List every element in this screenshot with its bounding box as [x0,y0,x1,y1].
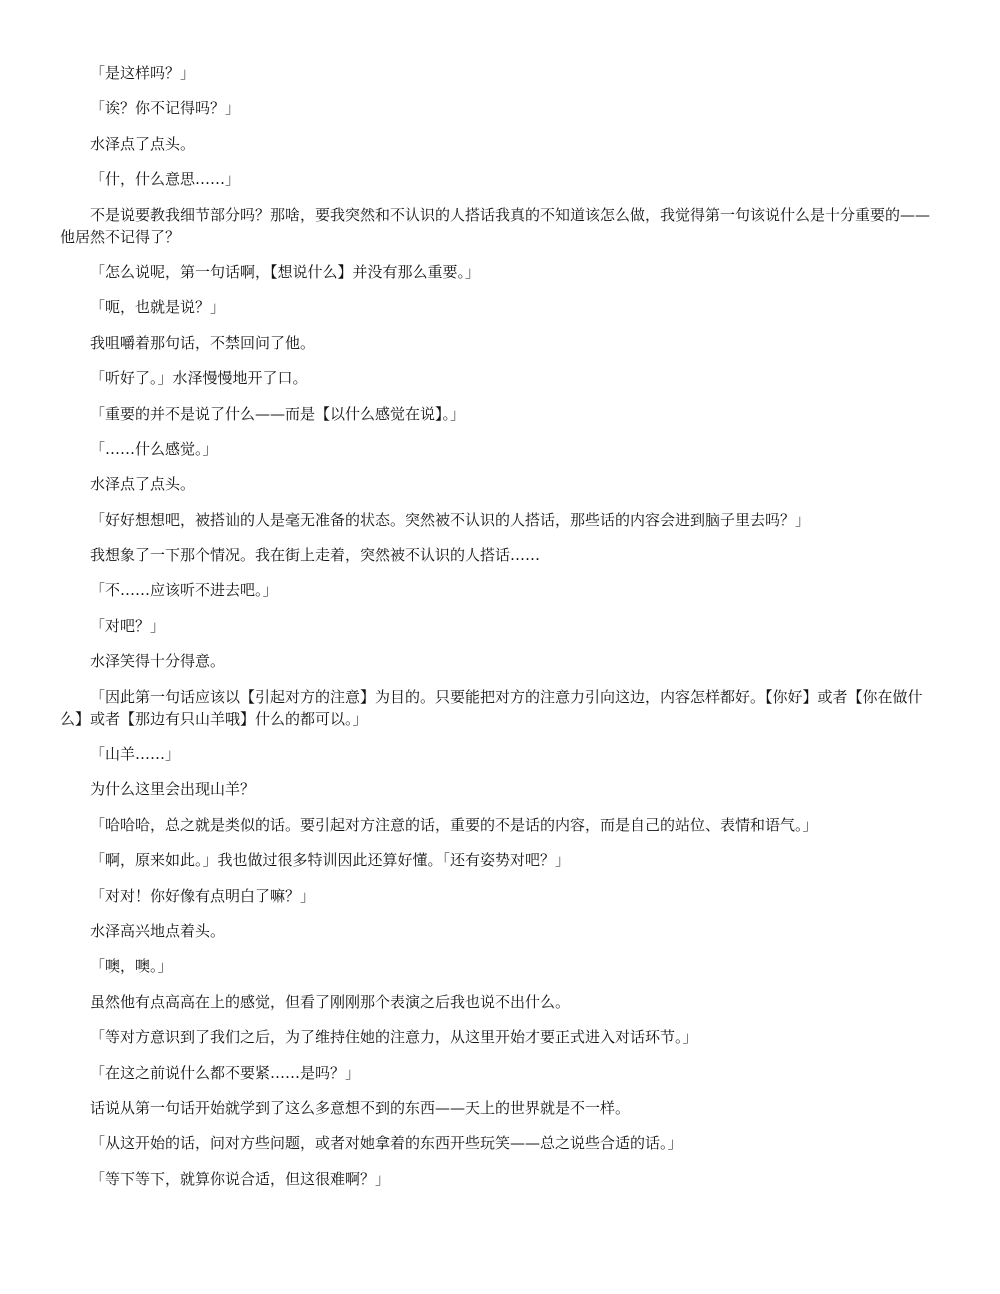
paragraph: 「从这开始的话，问对方些问题，或者对她拿着的东西开些玩笑——总之说些合适的话。」 [90,1134,683,1153]
paragraph: 不是说要教我细节部分吗？那啥，要我突然和不认识的人搭话我真的不知道该怎么做，我觉得第一句该说什么是十分重要的——他居然不记得了？ [60,205,931,246]
paragraph: 「重要的并不是说了什么——而是【以什么感觉在说】。」 [90,404,466,423]
paragraph: 「噢，噢。」 [90,957,173,976]
paragraph: 「啊，原来如此。」我也做过很多特训因此还算好懂。「还有姿势对吧？」 [90,851,571,870]
paragraph: 「哈哈哈，总之就是类似的话。要引起对方注意的话，重要的不是话的内容，而是自己的站位、表情和语气。」 [90,815,818,834]
paragraph: 水泽点了点头。 [90,134,196,153]
paragraph: 我想象了一下那个情况。我在街上走着，突然被不认识的人搭话…… [90,546,541,565]
paragraph: 「等下等下，就算你说合适，但这很难啊？」 [90,1169,391,1188]
paragraph: 「……什么感觉。」 [90,439,218,458]
paragraph: 「对对！你好像有点明白了嘛？」 [90,886,316,905]
paragraph: 「山羊……」 [90,745,181,764]
paragraph: 话说从第一句话开始就学到了这么多意想不到的东西——天上的世界就是不一样。 [90,1098,631,1117]
paragraph: 「因此第一句话应该以【引起对方的注意】为目的。只要能把对方的注意力引向这边，内容怎样都好。【你好】或者【你在做什么】或者【那边有只山羊哦】什么的都可以。」 [60,687,923,728]
paragraph: 「是这样吗？」 [90,64,196,82]
paragraph: 「对吧？」 [90,616,166,635]
paragraph: 「呃，也就是说？」 [90,298,226,317]
paragraph: 为什么这里会出现山羊？ [90,780,256,799]
paragraph: 「等对方意识到了我们之后，为了维持住她的注意力，从这里开始才要正式进入对话环节。」 [90,1028,698,1047]
paragraph: 「什，什么意思……」 [90,170,241,189]
paragraph: 「听好了。」水泽慢慢地开了口。 [90,369,308,388]
paragraph: 水泽点了点头。 [90,475,196,494]
paragraph: 「不……应该听不进去吧。」 [90,581,278,600]
paragraph: 我咀嚼着那句话，不禁回问了他。 [90,333,316,352]
paragraph: 「诶？你不记得吗？」 [90,99,241,118]
paragraph: 水泽笑得十分得意。 [90,652,226,671]
paragraph: 「怎么说呢，第一句话啊，【想说什么】并没有那么重要。」 [90,262,481,281]
paragraph: 「好好想想吧，被搭讪的人是毫无准备的状态。突然被不认识的人搭话，那些话的内容会进到脑子里去吗？」 [90,510,811,529]
paragraph: 虽然他有点高高在上的感觉，但看了刚刚那个表演之后我也说不出什么。 [90,992,571,1011]
paragraph: 「在这之前说什么都不要紧……是吗？」 [90,1063,361,1082]
paragraph: 水泽高兴地点着头。 [90,921,226,940]
